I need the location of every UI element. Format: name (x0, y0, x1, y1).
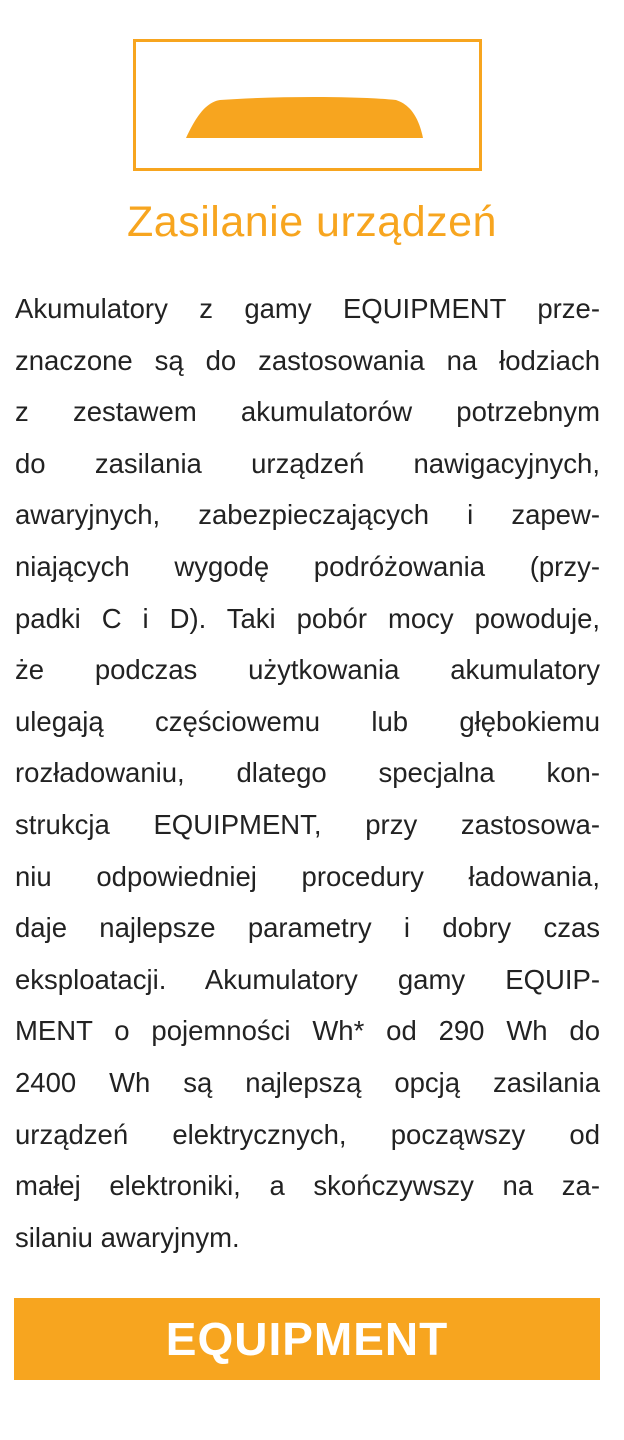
text-line: daje najlepsze parametry i dobry czas (15, 912, 600, 944)
product-banner (14, 1298, 600, 1380)
text-line: 2400 Wh są najlepszą opcją zasilania (15, 1066, 600, 1098)
text-line: strukcja EQUIPMENT, przy zastosowa- (15, 808, 600, 840)
text-line: Akumulatory z gamy EQUIPMENT prze- (15, 293, 600, 324)
text-line: awaryjnych, zabezpieczających i zapew- (15, 499, 600, 531)
battery-icon-frame (133, 39, 482, 171)
text-line: znaczone są do zastosowania na łodziach (15, 344, 600, 376)
text-line: rozładowaniu, dlatego specjalna kon- (15, 757, 600, 789)
text-line: z zestawem akumulatorów potrzebnym (15, 396, 600, 428)
text-line: MENT o pojemności Wh* od 290 Wh do (15, 1015, 600, 1047)
text-line: niających wygodę podróżowania (przy- (15, 550, 600, 582)
battery-top-icon (136, 42, 479, 168)
text-line: urządzeń elektrycznych, począwszy od (15, 1118, 600, 1150)
text-line: niu odpowiedniej procedury ładowania, (15, 860, 600, 892)
text-line: eksploatacji. Akumulatory gamy EQUIP- (15, 963, 600, 995)
text-line: silaniu awaryjnym. (15, 1221, 240, 1253)
banner-label: EQUIPMENT (165, 1313, 449, 1365)
page-title: Zasilanie urządzeń (127, 198, 497, 246)
text-line: do zasilania urządzeń nawigacyjnych, (15, 447, 600, 479)
text-line: ulegają częściowemu lub głębokiemu (15, 705, 600, 737)
description-text (15, 286, 600, 1266)
text-line: małej elektroniki, a skończywszy na za- (15, 1170, 600, 1202)
text-line: że podczas użytkowania akumulatory (15, 654, 600, 686)
text-line: padki C i D). Taki pobór mocy powoduje, (15, 602, 600, 634)
